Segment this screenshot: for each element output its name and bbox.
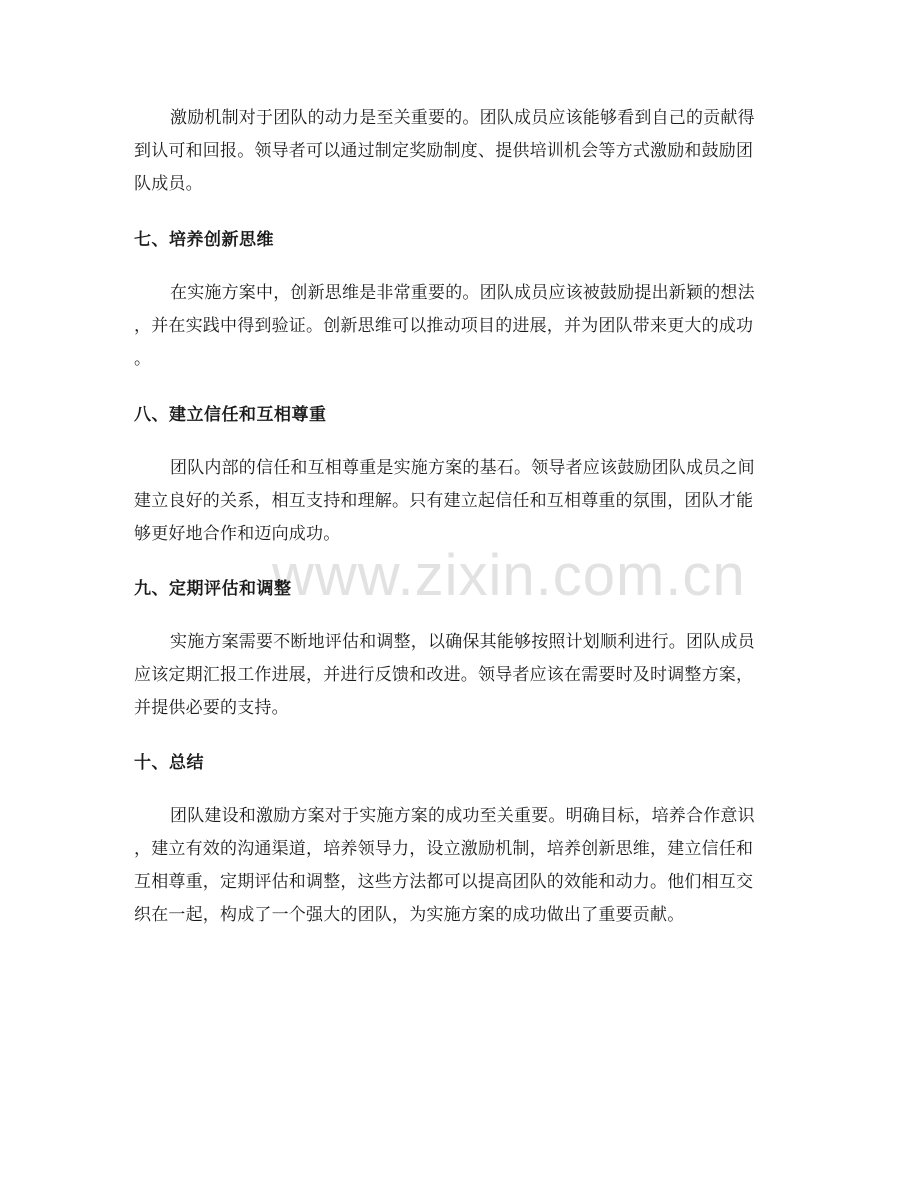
paragraph-line: 实施方案需要不断地评估和调整，以确保其能够按照计划顺利进行。团队成员: [170, 632, 755, 652]
watermark-text: www.zixin.com.cn: [272, 543, 746, 608]
section-8-paragraph: [134, 452, 786, 551]
paragraph-line: 并提供必要的支持。: [134, 698, 289, 718]
section-heading-8: 八、建立信任和互相尊重: [134, 405, 327, 425]
section-heading-10: 十、总结: [134, 753, 204, 773]
intro-paragraph: [134, 102, 786, 201]
section-10-paragraph: [134, 800, 786, 932]
paragraph-line: 到认可和回报。领导者可以通过制定奖励制度、提供培训机会等方式激励和鼓励团: [134, 141, 754, 161]
paragraph-line: 团队建设和激励方案对于实施方案的成功至关重要。明确目标，培养合作意识: [170, 806, 755, 826]
paragraph-line: ，并在实践中得到验证。创新思维可以推动项目的进展，并为团队带来更大的成功: [134, 316, 754, 336]
paragraph-line: 团队内部的信任和互相尊重是实施方案的基石。领导者应该鼓励团队成员之间: [170, 458, 755, 478]
section-heading-9: 九、定期评估和调整: [134, 579, 292, 599]
paragraph-line: 。: [134, 349, 152, 369]
paragraph-line: 够更好地合作和迈向成功。: [134, 524, 341, 544]
paragraph-line: ，建立有效的沟通渠道，培养领导力，设立激励机制，培养创新思维，建立信任和: [134, 839, 754, 859]
paragraph-line: 织在一起，构成了一个强大的团队，为实施方案的成功做出了重要贡献。: [134, 905, 685, 925]
paragraph-line: 在实施方案中，创新思维是非常重要的。团队成员应该被鼓励提出新颖的想法: [170, 283, 755, 303]
paragraph-line: 建立良好的关系，相互支持和理解。只有建立起信任和互相尊重的氛围，团队才能: [134, 491, 754, 511]
section-heading-7: 七、培养创新思维: [134, 230, 274, 250]
section-7-paragraph: [134, 277, 786, 376]
section-9-paragraph: [134, 626, 786, 725]
paragraph-line: 互相尊重，定期评估和调整，这些方法都可以提高团队的效能和动力。他们相互交: [134, 872, 754, 892]
paragraph-line: 激励机制对于团队的动力是至关重要的。团队成员应该能够看到自己的贡献得: [170, 108, 755, 128]
paragraph-line: 队成员。: [134, 174, 203, 194]
paragraph-line: 应该定期汇报工作进展，并进行反馈和改进。领导者应该在需要时及时调整方案，: [134, 665, 754, 685]
